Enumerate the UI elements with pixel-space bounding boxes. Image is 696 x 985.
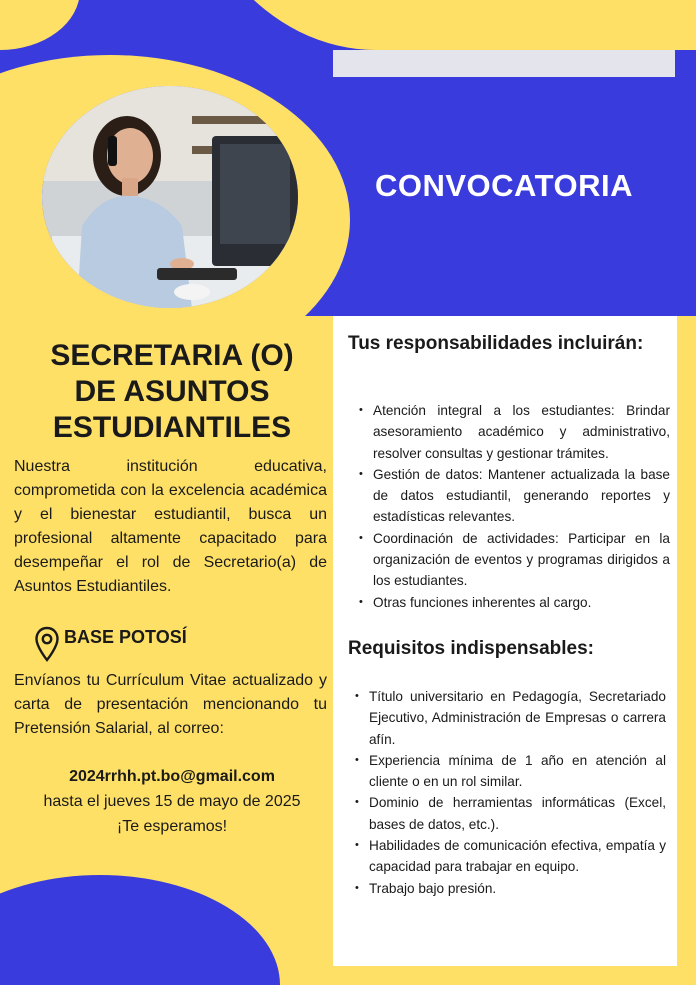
list-item: • Experiencia mínima de 1 año en atención al cliente o en un rol similar. (352, 750, 666, 793)
job-title-line: DE ASUNTOS (74, 375, 270, 408)
intro-paragraph: Nuestra institución educativa, comprometida con la excelencia académica y el bienestar estudiantil, busca un profesional altamente capacitado para desempeñar el rol de Secretario(a) de Asuntos Estudiantiles. (14, 458, 327, 595)
deadline-text: hasta el jueves 15 de mayo de 2025 (43, 793, 301, 810)
header-title: CONVOCATORIA (374, 168, 634, 203)
list-item: • Título universitario en Pedagogía, Secretariado Ejecutivo, Administración de Empresas o carrera afín. (352, 686, 666, 750)
location-label: BASE POTOSÍ (64, 627, 187, 647)
requirements-list (352, 686, 666, 899)
photo-illustration (42, 86, 298, 308)
application-instructions: Envíanos tu Currículum Vitae actualizado y carta de presentación mencionando tu Pretensión Salarial, al correo: (14, 672, 327, 737)
list-item: • Dominio de herramientas informáticas (Excel, bases de datos, etc.). (352, 792, 666, 835)
closing-text: ¡Te esperamos! (116, 818, 228, 835)
job-title-line: ESTUDIANTILES (52, 411, 292, 444)
list-item: • Coordinación de actividades: Participar en la organización de eventos y programas dirigidos a los estudiantes. (356, 528, 670, 592)
list-item: • Otras funciones inherentes al cargo. (356, 592, 670, 613)
job-title (14, 338, 330, 446)
requirements-heading: Requisitos indispensables: (348, 638, 594, 659)
job-title-line: SECRETARIA (O) (50, 339, 294, 372)
office-worker-photo (42, 86, 298, 308)
responsibilities-heading: Tus responsabilidades incluirán: (348, 333, 644, 354)
contact-email[interactable]: 2024rrhh.pt.bo@gmail.com (69, 768, 275, 785)
list-item: • Habilidades de comunicación efectiva, empatía y capacidad para trabajar en equipo. (352, 835, 666, 878)
list-item: • Atención integral a los estudiantes: Brindar asesoramiento académico y administrativo, resolver consultas y gestionar trámites. (356, 400, 670, 464)
list-item: • Trabajo bajo presión. (352, 878, 666, 899)
list-item: • Gestión de datos: Mantener actualizada la base de datos estudiantil, generando reportes y estadísticas relevantes. (356, 464, 670, 528)
map-pin-icon (34, 626, 60, 664)
location-row (34, 626, 187, 666)
decorative-bar (333, 50, 675, 77)
responsibilities-list (356, 400, 670, 613)
